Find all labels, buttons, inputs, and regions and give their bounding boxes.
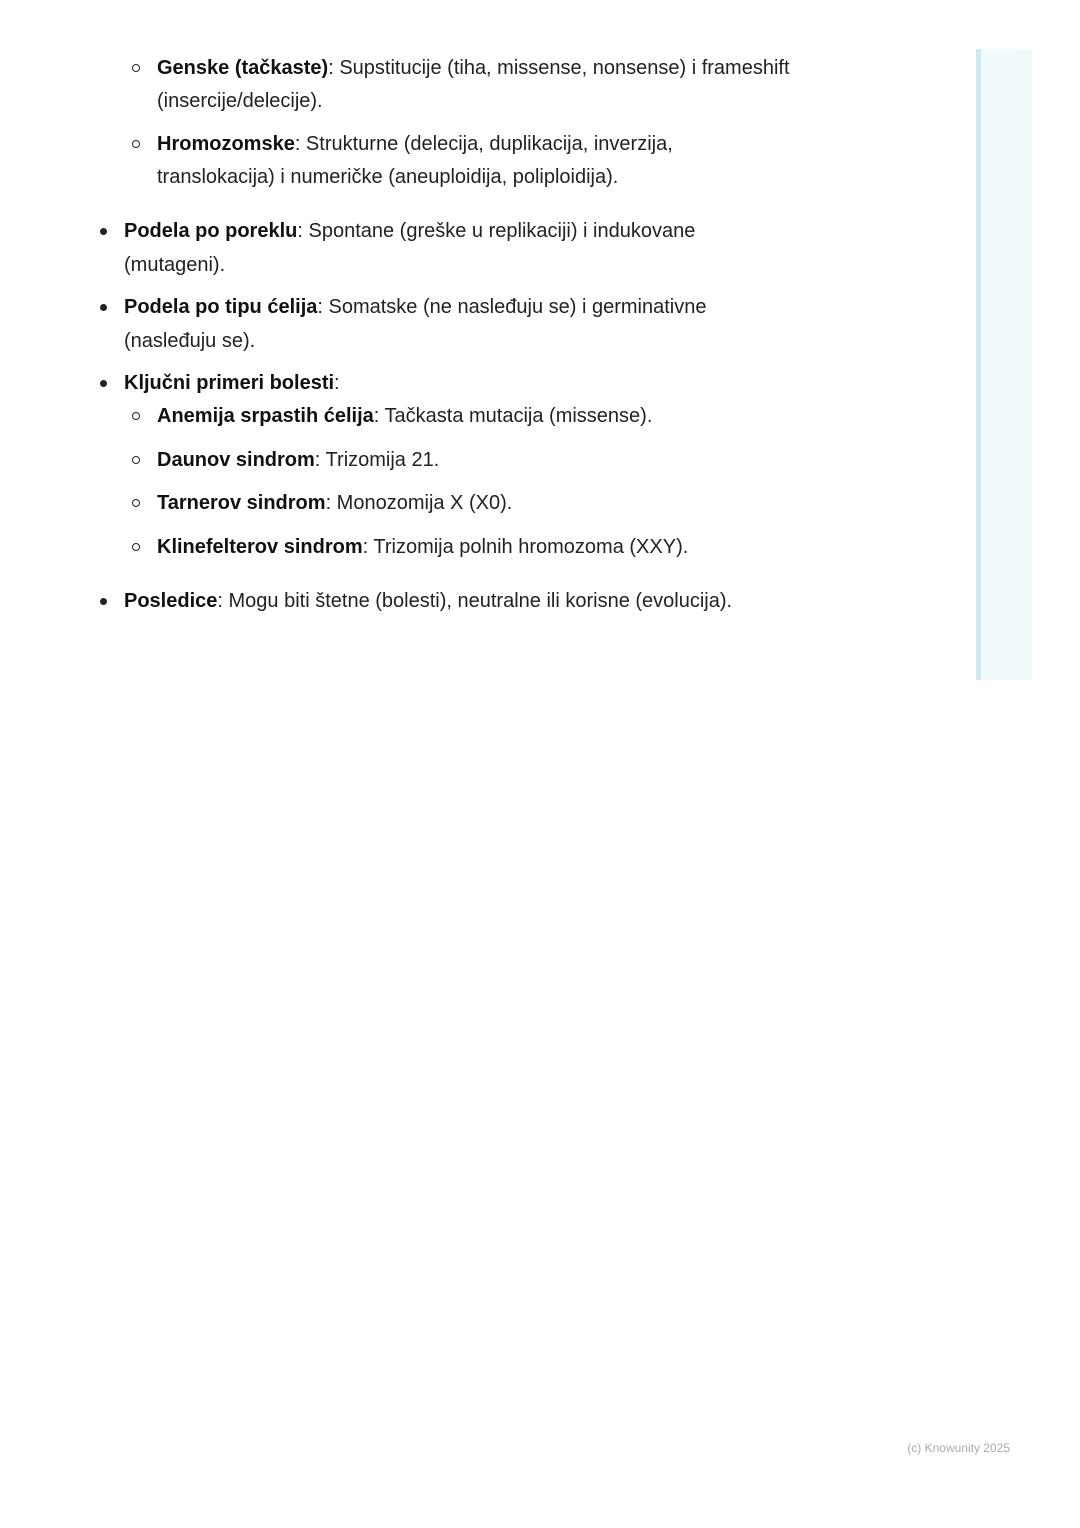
term-poreklo: Podela po poreklu	[124, 220, 298, 242]
term-posledice: Posledice	[124, 590, 218, 612]
term-daunov: Daunov sindrom	[157, 449, 315, 471]
list-item-poreklo: Podela po poreklu: Spontane (greške u replikaciji) i indukovane	[124, 220, 696, 242]
list-item-genske-cont: (insercije/delecije).	[157, 90, 323, 112]
sub-bullet	[132, 412, 140, 420]
text-genske: Supstitucije (tiha, missense, nonsense) i frameshift	[333, 57, 790, 79]
side-panel	[976, 49, 1032, 680]
text-poreklo: Spontane (greške u replikaciji) i indukovane	[302, 220, 696, 242]
term-primeri: Ključni primeri bolesti	[124, 372, 335, 394]
list-item-celije-cont: (nasleđuju se).	[124, 330, 256, 352]
term-klinefelterov: Klinefelterov sindrom	[157, 536, 363, 558]
bullet	[100, 598, 107, 605]
text-posledice: Mogu biti štetne (bolesti), neutralne ili korisne (evolucija).	[222, 590, 733, 612]
text-hromozomske: Strukturne (delecija, duplikacija, inverzija,	[300, 133, 673, 155]
list-item-genske: Genske (tačkaste): Supstitucije (tiha, missense, nonsense) i frameshift	[157, 57, 790, 79]
bullet	[100, 304, 107, 311]
list-item-hromozomske: Hromozomske: Strukturne (delecija, duplikacija, inverzija,	[157, 133, 673, 155]
term-hromozomske: Hromozomske	[157, 133, 295, 155]
sub-bullet	[132, 64, 140, 72]
list-item-primer: Anemija srpastih ćelija: Tačkasta mutacija (missense).	[157, 405, 653, 427]
list-item-primeri: Ključni primeri bolesti:	[124, 372, 340, 394]
sub-bullet	[132, 140, 140, 148]
bullet	[100, 380, 107, 387]
list-item-poreklo-cont: (mutageni).	[124, 254, 226, 276]
sub-bullet	[132, 543, 140, 551]
list-item-hromozomske-cont: translokacija) i numeričke (aneuploidija, poliploidija).	[157, 166, 619, 188]
bullet	[100, 228, 107, 235]
footer-copyright: (c) Knowunity 2025	[907, 1441, 1010, 1455]
term-genske: Genske (tačkaste)	[157, 57, 329, 79]
list-item-primer: Tarnerov sindrom: Monozomija X (X0).	[157, 492, 513, 514]
list-item-primer: Daunov sindrom: Trizomija 21.	[157, 449, 440, 471]
list-item-primer: Klinefelterov sindrom: Trizomija polnih hromozoma (XXY).	[157, 536, 689, 558]
sub-bullet	[132, 456, 140, 464]
text-celije: Somatske (ne nasleđuju se) i germinativne	[322, 296, 707, 318]
term-anemija: Anemija srpastih ćelija	[157, 405, 374, 427]
list-item-posledice: Posledice: Mogu biti štetne (bolesti), neutralne ili korisne (evolucija).	[124, 590, 733, 612]
list-item-celije: Podela po tipu ćelija: Somatske (ne nasleđuju se) i germinativne	[124, 296, 707, 318]
term-tarnerov: Tarnerov sindrom	[157, 492, 326, 514]
term-celije: Podela po tipu ćelija	[124, 296, 318, 318]
sub-bullet	[132, 499, 140, 507]
